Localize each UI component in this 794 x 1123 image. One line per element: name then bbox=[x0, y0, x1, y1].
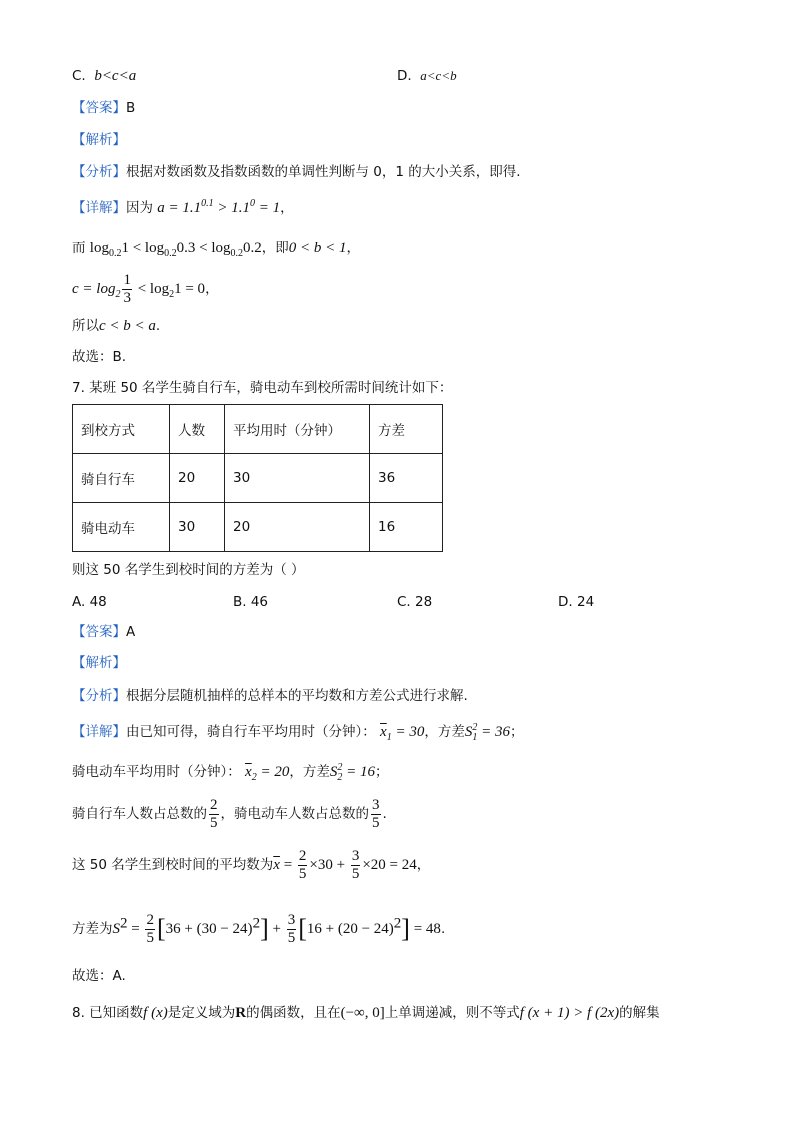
q7-analysis-heading: 【解析】 bbox=[72, 655, 126, 671]
formula: $\log_{0.2}1 < \log_{0.2}0.3 < \log_{0.2}0.2$ bbox=[89, 240, 262, 259]
formula: $S^2_1 = 36$ bbox=[464, 722, 510, 743]
table-cell: 36 bbox=[370, 454, 443, 503]
table-cell: 20 bbox=[225, 503, 370, 552]
formula: $a = 1.1^{0.1} > 1.1^0 = 1$ bbox=[157, 198, 281, 216]
q7-fenxi: 【分析】根据分层随机抽样的总样本的平均数和方差公式进行求解. bbox=[72, 688, 468, 704]
table-row bbox=[73, 503, 443, 552]
q6-analysis-heading: 【解析】 bbox=[72, 132, 126, 148]
table-cell: 骑自行车 bbox=[73, 454, 170, 503]
fraction-two-fifths: $\frac{2}{5}$ bbox=[146, 911, 154, 946]
q7-stem: 7. 某班 50 名学生骑自行车，骑电动车到校所需时间统计如下： bbox=[72, 380, 453, 396]
fraction-two-fifths: $\frac{2}{5}$ bbox=[210, 796, 218, 831]
q7-option-c: C. 28 bbox=[397, 594, 433, 610]
formula: $S^2_2 = 16$ bbox=[329, 762, 375, 783]
q7-option-a: A. 48 bbox=[72, 594, 107, 610]
q6-answer: 【答案】B bbox=[72, 100, 136, 116]
q6-choose: 故选：B. bbox=[72, 349, 127, 365]
q6-option-d-expr: a<c<b bbox=[420, 68, 457, 83]
q7-answer: 【答案】A bbox=[72, 624, 136, 640]
q8-stem: 8. 已知函数f (x)是定义域为R的偶函数，且在(−∞, 0]上单调递减，则不等式f (x + 1) > f (2x)的解集 bbox=[72, 1005, 660, 1021]
q6-detail-line3: $c = \log_2$ $\frac{1}{3}$ < $\log_21 = 0$， bbox=[72, 271, 219, 306]
table-header-cell: 方差 bbox=[370, 405, 443, 454]
q6-detail-line1: 【详解】因为 $a = 1.1^{0.1} > 1.1^0 = 1$， bbox=[72, 198, 294, 216]
fraction-three-fifths: $\frac{3}{5}$ bbox=[372, 796, 380, 831]
table-header-cell: 到校方式 bbox=[73, 405, 170, 454]
q7-option-b: B. 46 bbox=[233, 594, 269, 610]
q6-fenxi: 【分析】根据对数函数及指数函数的单调性判断与 0，1 的大小关系，即得. bbox=[72, 164, 521, 180]
q7-detail-line1: 【详解】由已知可得，骑自行车平均用时（分钟）： $\overline{x}_1 = 30$，方差$S^2_1 = 36$； bbox=[72, 722, 524, 743]
q7-question: 则这 50 名学生到校时间的方差为（ ） bbox=[72, 562, 305, 578]
table-row bbox=[73, 454, 443, 503]
table-header-cell: 人数 bbox=[170, 405, 225, 454]
q7-detail-line5: 方差为$S^2$ = $\frac{2}{5}$ $[36 + (30 - 24)^2]$ + $\frac{3}{5}$ $[16 + (20 - 24)^2] = 48$. bbox=[72, 911, 446, 946]
q6-detail-line2: 而 $\log_{0.2}1 < \log_{0.2}0.3 < \log_{0.2}0.2$，即0 < b < 1， bbox=[72, 240, 360, 259]
table-cell: 20 bbox=[170, 454, 225, 503]
formula: $\overline{x}_2 = 20$ bbox=[245, 764, 290, 783]
fraction-two-fifths: $\frac{2}{5}$ bbox=[298, 847, 307, 882]
table-cell: 16 bbox=[370, 503, 443, 552]
q7-option-d: D. 24 bbox=[558, 594, 595, 610]
answer-tag: 【答案】 bbox=[72, 100, 126, 116]
fraction-three-fifths: $\frac{3}{5}$ bbox=[351, 847, 360, 882]
table-cell: 30 bbox=[170, 503, 225, 552]
q7-detail-line4: 这 50 名学生到校时间的平均数为$\overline{x}$ = $\frac{2}{5}$ ×30 + $\frac{3}{5}$ ×20 = 24， bbox=[72, 847, 431, 882]
q7-detail-line2: 骑电动车平均用时（分钟）： $\overline{x}_2 = 20$，方差$S^2_2 = 16$； bbox=[72, 762, 389, 783]
table-cell: 30 bbox=[225, 454, 370, 503]
q7-choose: 故选：A. bbox=[72, 968, 126, 984]
q6-option-c-expr: b<c<a bbox=[94, 68, 137, 84]
q6-detail-line4: 所以c < b < a. bbox=[72, 318, 161, 334]
table-header-cell: 平均用时（分钟） bbox=[225, 405, 370, 454]
fraction-one-third: $\frac{1}{3}$ bbox=[123, 271, 131, 306]
formula: $c = \log_2$ bbox=[72, 281, 121, 300]
fraction-three-fifths: $\frac{3}{5}$ bbox=[287, 911, 296, 946]
table-header-row bbox=[73, 405, 443, 454]
q7-detail-line3: 骑自行车人数占总数的 $\frac{2}{5}$ ，骑电动车人数占总数的 $\frac{3}{5}$ . bbox=[72, 796, 387, 831]
table-cell: 骑电动车 bbox=[73, 503, 170, 552]
q6-option-c: C. b<c<a bbox=[72, 68, 137, 84]
formula: $\overline{x}_1 = 30$ bbox=[380, 724, 425, 743]
commute-table bbox=[72, 404, 443, 552]
q6-option-d: D. a<c<b bbox=[397, 68, 457, 84]
